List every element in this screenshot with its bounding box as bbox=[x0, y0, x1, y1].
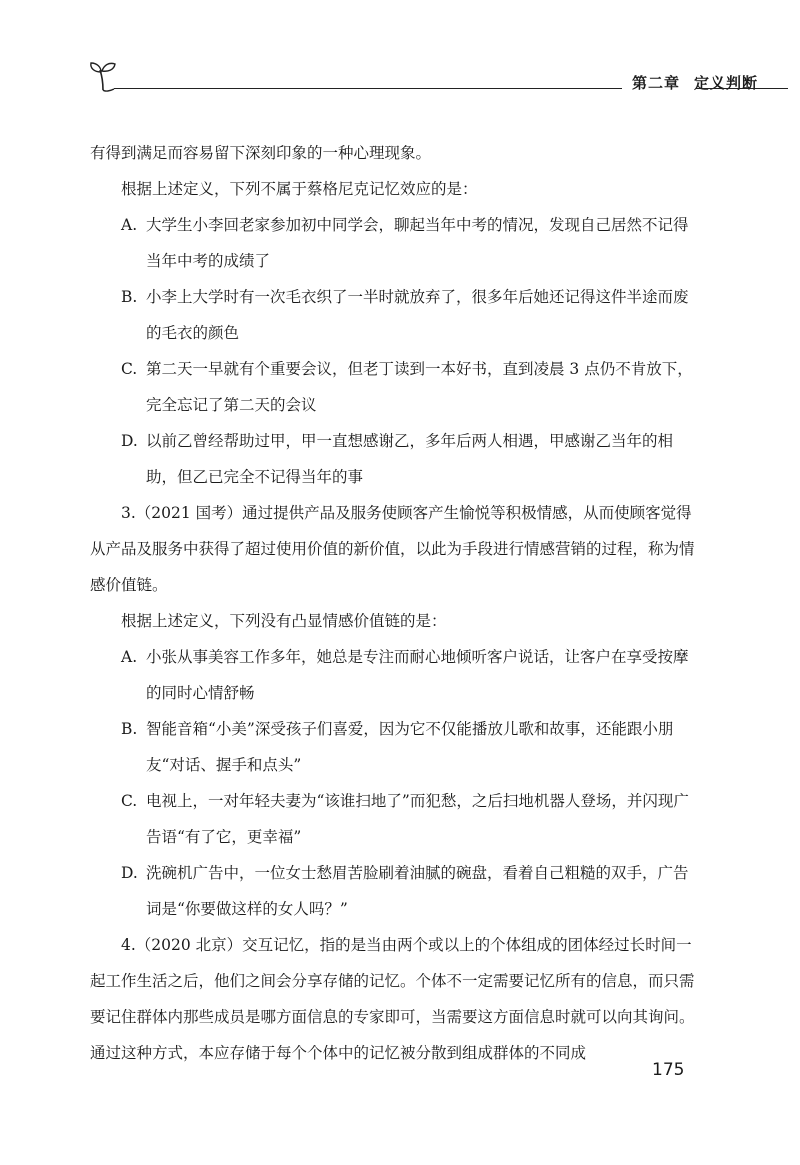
question-2-option-b bbox=[90, 279, 702, 351]
option-label: D. bbox=[121, 864, 138, 882]
page-number: 175 bbox=[652, 1060, 685, 1080]
header-rule-left bbox=[114, 88, 622, 89]
question-3-option-b bbox=[90, 711, 702, 783]
question-3-option-c bbox=[90, 783, 702, 855]
option-text: 第二天一早就有个重要会议，但老丁读到一本好书，直到凌晨 3 点仍不肯放下，完全忘记了第二天的会议 bbox=[146, 360, 693, 414]
option-text: 小李上大学时有一次毛衣织了一半时就放弃了，很多年后她还记得这件半途而废的毛衣的颜色 bbox=[146, 288, 689, 342]
option-label: C. bbox=[121, 792, 138, 810]
option-label: A. bbox=[121, 648, 138, 666]
header-rule-right bbox=[696, 88, 788, 89]
chapter-number: 第二章 bbox=[632, 74, 681, 92]
option-text: 以前乙曾经帮助过甲，甲一直想感谢乙，多年后两人相遇，甲感谢乙当年的相助，但乙已完全不记得当年的事 bbox=[146, 432, 674, 486]
option-text: 大学生小李回老家参加初中同学会，聊起当年中考的情况，发现自己居然不记得当年中考的成绩了 bbox=[146, 216, 689, 270]
question-2-option-a bbox=[90, 207, 702, 279]
question-2-option-c bbox=[90, 351, 702, 423]
section-title: 定义判断 bbox=[694, 74, 759, 92]
question-3-definition: 3.（2021 国考）通过提供产品及服务使顾客产生愉悦等积极情感，从而使顾客觉得从产品及服务中获得了超过使用价值的新价值，以此为手段进行情感营销的过程，称为情感价值链。 bbox=[90, 504, 695, 594]
chapter-heading bbox=[632, 72, 758, 93]
option-text: 电视上，一对年轻夫妻为“该谁扫地了”而犯愁，之后扫地机器人登场，并闪现广告语“有了它，更幸福” bbox=[146, 792, 689, 846]
option-label: A. bbox=[121, 216, 138, 234]
question-2-option-d bbox=[90, 423, 702, 495]
question-2-stem: 根据上述定义，下列不属于蔡格尼克记忆效应的是： bbox=[121, 180, 478, 198]
question-3-stem: 根据上述定义，下列没有凸显情感价值链的是： bbox=[121, 612, 447, 630]
option-text: 小张从事美容工作多年，她总是专注而耐心地倾听客户说话，让客户在享受按摩的同时心情舒畅 bbox=[146, 648, 689, 702]
question-3-option-a bbox=[90, 639, 702, 711]
question-4-definition: 4.（2020 北京）交互记忆，指的是当由两个或以上的个体组成的团体经过长时间一起工作生活之后，他们之间会分享存储的记忆。个体不一定需要记忆所有的信息，而只需要记住群体内那些成员是哪方面信息的专家即可，当需要这方面信息时就可以向其询问。通过这种方式，本应存储于每个个体中的记忆被分散到组成群体的不同成 bbox=[90, 936, 695, 1062]
question-3-option-d bbox=[90, 855, 702, 927]
option-label: B. bbox=[121, 720, 138, 738]
option-text: 洗碗机广告中，一位女士愁眉苦脸刷着油腻的碗盘，看着自己粗糙的双手，广告词是“你要做这样的女人吗？” bbox=[146, 864, 689, 918]
page-header bbox=[88, 58, 788, 98]
page-body bbox=[90, 135, 702, 1071]
option-label: B. bbox=[121, 288, 138, 306]
sprout-icon bbox=[88, 58, 118, 92]
option-text: 智能音箱“小美”深受孩子们喜爱，因为它不仅能播放儿歌和故事，还能跟小朋友“对话、握手和点头” bbox=[146, 720, 674, 774]
paragraph-continuation: 有得到满足而容易留下深刻印象的一种心理现象。 bbox=[90, 144, 432, 162]
option-label: C. bbox=[121, 360, 138, 378]
option-label: D. bbox=[121, 432, 138, 450]
